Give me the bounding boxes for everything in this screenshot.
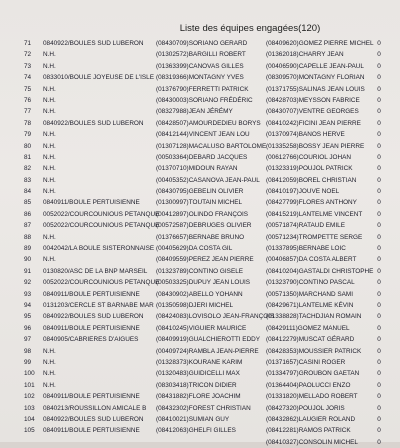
player-1: (01328373)KOURANE KARIM (156, 358, 243, 366)
player-2: (01364404)PAOLUCCI ENZO (266, 381, 351, 389)
player-2: (01371657)CASINI ROGER (266, 358, 346, 366)
player-1: (08430003)SORIANO FRÉDÉRIC (156, 96, 253, 104)
team-number: 85 (24, 199, 32, 207)
team-row (6, 414, 398, 425)
team-number: 89 (24, 245, 32, 253)
player-1: (01320483)GUIDICELLI MAX (156, 370, 240, 378)
page-title: Liste des équipes engagées(120) (179, 23, 321, 34)
team-row (6, 49, 398, 60)
team-row (6, 152, 398, 163)
club-name: N.H. (43, 85, 56, 93)
team-number: 73 (24, 62, 32, 70)
player-2: (08429111)GOMEZ MANUEL (266, 324, 350, 332)
team-row (6, 289, 398, 300)
team-number: 103 (24, 404, 35, 412)
club-name: 0052022/COURCOUNIOUS PETANQUE (43, 279, 160, 287)
team-row (6, 232, 398, 243)
team-score: 0 (377, 233, 381, 241)
team-number: 93 (24, 290, 32, 298)
team-row (6, 129, 398, 140)
player-2: (00406590)CAPELLE JEAN-PAUL (266, 62, 364, 70)
club-name: N.H. (43, 108, 56, 116)
team-row (6, 209, 398, 220)
team-number: 104 (24, 415, 35, 423)
team-number: 71 (24, 40, 32, 47)
player-2: (00571234)TROMPETTE SERGE (266, 233, 363, 241)
team-number: 91 (24, 267, 32, 275)
team-number: 72 (24, 51, 32, 59)
club-name: 0840922/BOULES SUD LUBERON (43, 119, 144, 127)
team-row (6, 357, 398, 368)
team-score: 0 (377, 324, 381, 332)
team-number: 101 (24, 381, 35, 389)
player-1: (01302572)BARGILLI ROBERT (156, 51, 246, 59)
player-1: (08428507)AMOURDEDIEU BORYS (156, 119, 261, 127)
team-number: 84 (24, 188, 32, 196)
player-2: (08432862)LAUGIER ROLAND (266, 415, 356, 423)
team-number: 88 (24, 233, 32, 241)
player-2: (08410204)GASTALDI CHRISTOPHE (266, 267, 374, 275)
player-2: (01323790)CONTINO PASCAL (266, 279, 355, 287)
team-row (6, 300, 398, 311)
player-1: (01376657)BERNABE BRUNO (156, 233, 245, 241)
club-name: 0840911/BOULE PERTUISIENNE (43, 199, 140, 207)
player-2: (00406857)DA COSTA ALBERT (266, 256, 357, 264)
team-score: 0 (377, 74, 381, 82)
club-name: 0840911/BOULE PERTUISIENNE (43, 427, 140, 435)
player-1: (01323789)CONTINO GISELE (156, 267, 244, 275)
team-number: 76 (24, 96, 32, 104)
team-number: 92 (24, 279, 32, 287)
team-score: 0 (377, 51, 381, 59)
club-name: 0840922/BOULES SUD LUBERON (43, 313, 144, 321)
player-1: (08431882)FLORE JOACHIM (156, 393, 241, 401)
team-score: 0 (377, 176, 381, 184)
team-row (6, 141, 398, 152)
team-score: 0 (377, 131, 381, 139)
team-row (6, 254, 398, 265)
team-number: 83 (24, 176, 32, 184)
player-1: (01350598)DJERI MICHEL (156, 301, 234, 309)
player-2: (08309570)MONTAGNY FLORIAN (266, 74, 365, 82)
player-2: (08430707)VENTRE GEORGES (266, 108, 359, 116)
player-1: (08409919)GUALCHIEROTTI EDDY (156, 336, 261, 344)
team-score: 0 (377, 438, 381, 446)
team-row (6, 38, 398, 49)
player-1: (08410021)SUMIAN GUY (156, 415, 230, 423)
team-number: 86 (24, 210, 32, 218)
team-number: 95 (24, 313, 32, 321)
team-row (6, 175, 398, 186)
team-number: 97 (24, 336, 32, 344)
team-score: 0 (377, 165, 381, 173)
player-1: (01363399)CANOVAS GILLES (156, 62, 244, 70)
team-row (6, 266, 398, 277)
club-name: N.H. (43, 358, 56, 366)
player-1: (08409559)PEREZ JEAN PIERRE (156, 256, 254, 264)
team-score: 0 (377, 119, 381, 127)
player-2: (08412059)BOREL CHRISTIAN (266, 176, 357, 184)
club-name: N.H. (43, 256, 56, 264)
team-row (6, 243, 398, 254)
team-score: 0 (377, 279, 381, 287)
team-score: 0 (377, 290, 381, 298)
player-1: (00405629)DA COSTA GIL (156, 245, 233, 253)
team-score: 0 (377, 62, 381, 70)
team-row (6, 368, 398, 379)
team-number: 77 (24, 108, 32, 116)
team-number: 105 (24, 427, 35, 435)
team-row (6, 197, 398, 208)
club-name: 0130820/ASC DE LA BNP MARSEIL (43, 267, 148, 275)
player-1: (08430709)SORIANO GERARD (156, 40, 248, 47)
player-1: (08430902)ABELLO YOHANN (156, 290, 243, 298)
team-row (6, 106, 398, 117)
team-row (6, 346, 398, 357)
club-name: 0840213/ROUSSILLON AMICALE B (43, 404, 147, 412)
team-score: 0 (377, 40, 381, 47)
player-2: (01362018)CHARRY JEAN (266, 51, 344, 59)
club-name: N.H. (43, 131, 56, 139)
player-2: (08428353)MOUSSIER PATRICK (266, 347, 362, 355)
player-2: (01337895)BERNABE LOIC (266, 245, 346, 253)
team-number: 87 (24, 222, 32, 230)
club-name: N.H. (43, 233, 56, 241)
club-name: 0840922/BOULES SUD LUBERON (43, 40, 144, 47)
player-2: (00612766)COURIOL JOHAN (266, 153, 352, 161)
player-1: (00405352)CASANOVA JEAN-PAUL (156, 176, 260, 184)
team-row (6, 84, 398, 95)
player-2: (01370974)BANOS HERVE (266, 131, 345, 139)
player-2: (08412281)RAMOS PATRICK (266, 427, 351, 435)
player-1: (08432302)FOREST CHRISTIAN (156, 404, 251, 412)
club-name: 0042042/LA BOULE SISTERONNAISE (43, 245, 155, 253)
player-2: (01338828)TACHDJIAN ROMAIN (266, 313, 362, 321)
club-name: 0840911/BOULE PERTUISIENNE (43, 393, 140, 401)
team-number: 102 (24, 393, 35, 401)
player-2: (08412279)MUSCAT GÉRARD (266, 336, 355, 344)
player-1: (01376790)FERRETTI PATRICK (156, 85, 249, 93)
club-name: N.H. (43, 176, 56, 184)
player-2: (08410327)CONSOLIN MICHEL (266, 438, 358, 446)
team-score: 0 (377, 153, 381, 161)
team-row (6, 118, 398, 129)
club-name: N.H. (43, 370, 56, 378)
player-2: (08410242)FICINI JEAN PIERRE (266, 119, 361, 127)
team-score: 0 (377, 222, 381, 230)
team-row (6, 72, 398, 83)
club-name: N.H. (43, 165, 56, 173)
team-list (6, 38, 398, 448)
club-name: N.H. (43, 96, 56, 104)
club-name: 0840922/BOULES SUD LUBERON (43, 415, 144, 423)
club-name: N.H. (43, 347, 56, 355)
club-name: 0840911/BOULE PERTUISIENNE (43, 290, 140, 298)
team-row (6, 437, 398, 448)
player-2: (08409620)GOMEZ PIERRE MICHEL (266, 40, 374, 47)
player-2: (08427320)POUJOL JORIS (266, 404, 345, 412)
team-score: 0 (377, 142, 381, 150)
club-name: N.H. (43, 153, 56, 161)
team-score: 0 (377, 347, 381, 355)
player-2: (08415219)LANTELME VINCENT (266, 210, 363, 218)
team-score: 0 (377, 404, 381, 412)
player-1: (08410245)VIGUIER MAURICE (156, 324, 247, 332)
player-2: (01323319)POUJOL PATRICK (266, 165, 353, 173)
player-1: (08412063)GHELFI GILLES (156, 427, 236, 435)
player-1: (01307128)MACALUSO BARTOLOME (156, 142, 267, 150)
team-score: 0 (377, 256, 381, 264)
player-2: (01371755)SALINAS JEAN LOUIS (266, 85, 365, 93)
player-1: (00412897)OLINDO FRANÇOIS (156, 210, 248, 218)
player-1: (01300997)TOUTAIN MICHEL (156, 199, 243, 207)
player-1: (00503325)DUPUY JEAN LOUIS (156, 279, 251, 287)
team-row (6, 380, 398, 391)
team-row (6, 334, 398, 345)
club-name: 0840911/BOULE PERTUISIENNE (43, 324, 140, 332)
player-2: (00571350)MARCHAND SAMI (266, 290, 354, 298)
player-2: (01335258)BOSSY JEAN PIERRE (266, 142, 365, 150)
team-score: 0 (377, 427, 381, 435)
player-1: (08319366)MONTAGNY YVES (156, 74, 244, 82)
team-score: 0 (377, 85, 381, 93)
club-name: 0052022/COURCOUNIOUS PETANQUE (43, 210, 160, 218)
player-2: (08429671)LANTELME KÉVIN (266, 301, 354, 309)
team-score: 0 (377, 336, 381, 344)
team-score: 0 (377, 108, 381, 116)
team-score: 0 (377, 245, 381, 253)
player-1: (00503364)DEBARD JACQUES (156, 153, 248, 161)
team-row (6, 277, 398, 288)
team-score: 0 (377, 358, 381, 366)
team-score: 0 (377, 188, 381, 196)
player-1: (08430795)GEBELIN OLIVIER (156, 188, 244, 196)
team-score: 0 (377, 210, 381, 218)
team-score: 0 (377, 370, 381, 378)
team-score: 0 (377, 267, 381, 275)
team-number: 82 (24, 165, 32, 173)
player-1: (01370710)MIDOUN RAYAN (156, 165, 238, 173)
team-row (6, 220, 398, 231)
team-number: 98 (24, 347, 32, 355)
club-name: N.H. (43, 381, 56, 389)
team-number: 80 (24, 142, 32, 150)
player-1: (08412144)VINCENT JEAN LOU (156, 131, 250, 139)
team-score: 0 (377, 199, 381, 207)
team-score: 0 (377, 313, 381, 321)
team-row (6, 323, 398, 334)
team-score: 0 (377, 96, 381, 104)
team-row (6, 403, 398, 414)
team-score: 0 (377, 381, 381, 389)
club-name: 0131203/CERCLE ST BARNABE MAR (43, 301, 154, 309)
club-name: N.H. (43, 51, 56, 59)
player-2: (08427799)FLORES ANTHONY (266, 199, 357, 207)
player-2: (00571874)RATAUD EMILE (266, 222, 345, 230)
team-row (6, 186, 398, 197)
team-number: 78 (24, 119, 32, 127)
team-number: 90 (24, 256, 32, 264)
player-2: (01334797)GROUBON GAETAN (266, 370, 360, 378)
player-2: (08410197)JOUVE NOEL (266, 188, 340, 196)
player-1: (08303418)TRICON DIDIER (156, 381, 237, 389)
club-name: 0840905/CABRIERES D'AIGUES (43, 336, 139, 344)
team-number: 74 (24, 74, 32, 82)
team-score: 0 (377, 415, 381, 423)
team-number: 81 (24, 153, 32, 161)
club-name: N.H. (43, 188, 56, 196)
team-row (6, 311, 398, 322)
player-1: (00409724)RAMBLA JEAN-PIERRE (156, 347, 259, 355)
team-row (6, 163, 398, 174)
team-number: 96 (24, 324, 32, 332)
team-number: 99 (24, 358, 32, 366)
club-name: N.H. (43, 62, 56, 70)
club-name: N.H. (43, 142, 56, 150)
club-name: 0052022/COURCOUNIOUS PETANQUE (43, 222, 160, 230)
team-number: 79 (24, 131, 32, 139)
team-score: 0 (377, 301, 381, 309)
team-number: 100 (24, 370, 35, 378)
team-row (6, 425, 398, 436)
player-1: (08327988)JEAN JÉRÉMY (156, 108, 233, 116)
team-row (6, 391, 398, 402)
team-row (6, 95, 398, 106)
team-score: 0 (377, 393, 381, 401)
team-row (6, 61, 398, 72)
team-number: 75 (24, 85, 32, 93)
player-1: (00572587)DEBRUGES OLIVIER (156, 222, 252, 230)
team-number: 94 (24, 301, 32, 309)
club-name: 0833010/BOULE JOYEUSE DE L'ISLE (43, 74, 154, 82)
player-2: (08428703)MEYSSON FABRICE (266, 96, 360, 104)
player-1: (08424083)LOVISOLO JEAN-FRANÇOIS (156, 313, 275, 321)
player-2: (01331820)MELLADO ROBERT (266, 393, 358, 401)
